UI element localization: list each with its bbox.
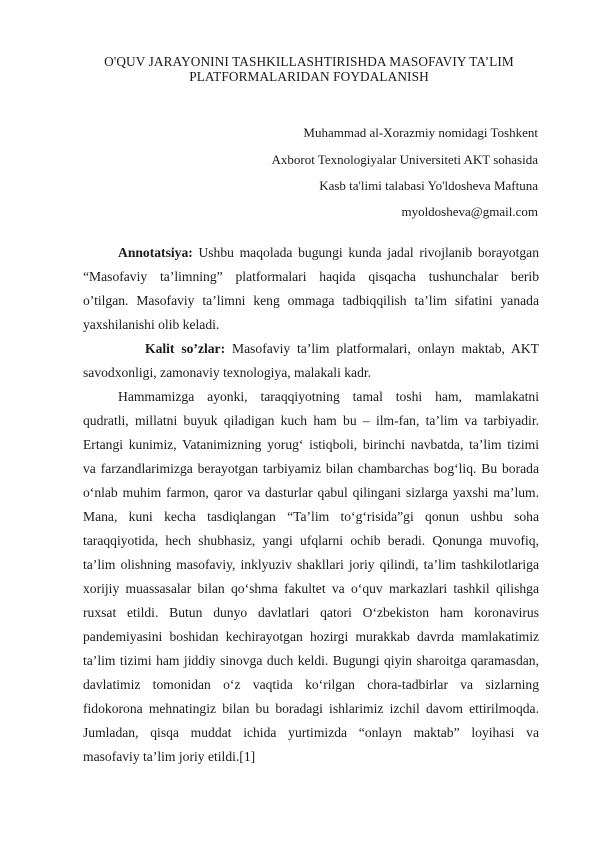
body-line: fidokorona mehnatingiz bilan bu boradagi ishlarimiz izchil davom ettirilmoqda. [83, 701, 539, 716]
affiliation-line-2: Axborot Texnologiyalar Universiteti AKT sohasida [271, 152, 538, 167]
keywords [83, 337, 539, 385]
paper-title [100, 54, 518, 84]
author-email: myoldosheva@gmail.com [401, 204, 538, 219]
body-line: pandemiyasini boshidan kechirayotgan hozirgi murakkab davrda mamlakatimiz [83, 629, 539, 644]
body-line: taraqqiyotida, hech shubhasiz, yangi ufqlarni ochib beradi. Qonunga muvofiq, [83, 533, 539, 548]
keywords-text: Masofaviy ta’lim platformalari, onlayn maktab, AKT [225, 341, 539, 356]
body-line: ta’lim tizimi ham jiddiy sinovga duch keldi. Bugungi qiyin sharoitga qaramasdan, [83, 653, 539, 668]
body-line: Ertangi kunimiz, Vatanimizning yorug‘ istiqboli, birinchi navbatda, ta’lim tizimi [83, 437, 539, 452]
body-line: Hammamizga ayonki, taraqqiyotning tamal toshi ham, mamlakatni [118, 389, 539, 404]
body-line: qudratli, millatni buyuk qiladigan kuch ham bu – ilm-fan, ta’lim va tarbiyadir. [83, 413, 539, 428]
body-line: Jumladan, qisqa muddat ichida yurtimizda “onlayn maktab” loyihasi va [83, 725, 539, 740]
body-line: Mana, kuni kecha tasdiqlangan “Ta’lim to‘g‘risida”gi qonun ushbu soha [83, 509, 539, 524]
keywords-text: savodxonligi, zamonaviy texnologiya, malakali kadr. [83, 365, 372, 380]
body-line: davlatimiz tomonidan o‘z vaqtida ko‘rilgan chora-tadbirlar va sizlarning [83, 677, 539, 692]
author-name: Kasb ta'limi talabasi Yo'ldosheva Maftuna [319, 178, 538, 193]
body-paragraph [83, 385, 539, 769]
body-line: xorijiy muassasalar bilan qo‘shma fakultet va o‘quv markazlari tashkil qilishga [83, 581, 539, 596]
abstract-text: o’tilgan. Masofaviy ta’limni keng ommaga tadbiqqilish ta’lim sifatini yanada [83, 293, 539, 308]
abstract-label: Annotatsiya: [118, 245, 193, 260]
title-line-2: PLATFORMALARIDAN FOYDALANISH [189, 69, 429, 84]
title-line-1: O'QUV JARAYONINI TASHKILLASHTIRISHDA MASOFAVIY TA’LIM [104, 54, 514, 69]
abstract-text: “Masofaviy ta’limning” platformalari haqida qisqacha tushunchalar berib [83, 269, 539, 284]
abstract-text: Ushbu maqolada bugungi kunda jadal rivojlanib borayotgan [192, 245, 539, 260]
body-line: va farzandlarimizga berayotgan tarbiyamiz bilan chambarchas bog‘liq. Bu borada [83, 461, 539, 476]
affiliation-line-1: Muhammad al-Xorazmiy nomidagi Toshkent [303, 125, 538, 140]
keywords-label: Kalit so’zlar: [145, 341, 226, 356]
body-line: ta’lim olishning masofaviy, inklyuziv shakllari joriy qilindi, ta’lim tashkilotlariga [83, 557, 539, 572]
abstract-text: yaxshilanishi olib keladi. [83, 317, 220, 332]
body-line: masofaviy ta’lim joriy etildi.[1] [83, 749, 256, 764]
abstract [83, 241, 539, 337]
body-line: ruxsat etildi. Butun dunyo davlatlari qatori O‘zbekiston ham koronavirus [83, 605, 539, 620]
body-line: o‘nlab muhim farmon, qaror va dasturlar qabul qilingani sizlarga yaxshi ma’lum. [83, 485, 539, 500]
